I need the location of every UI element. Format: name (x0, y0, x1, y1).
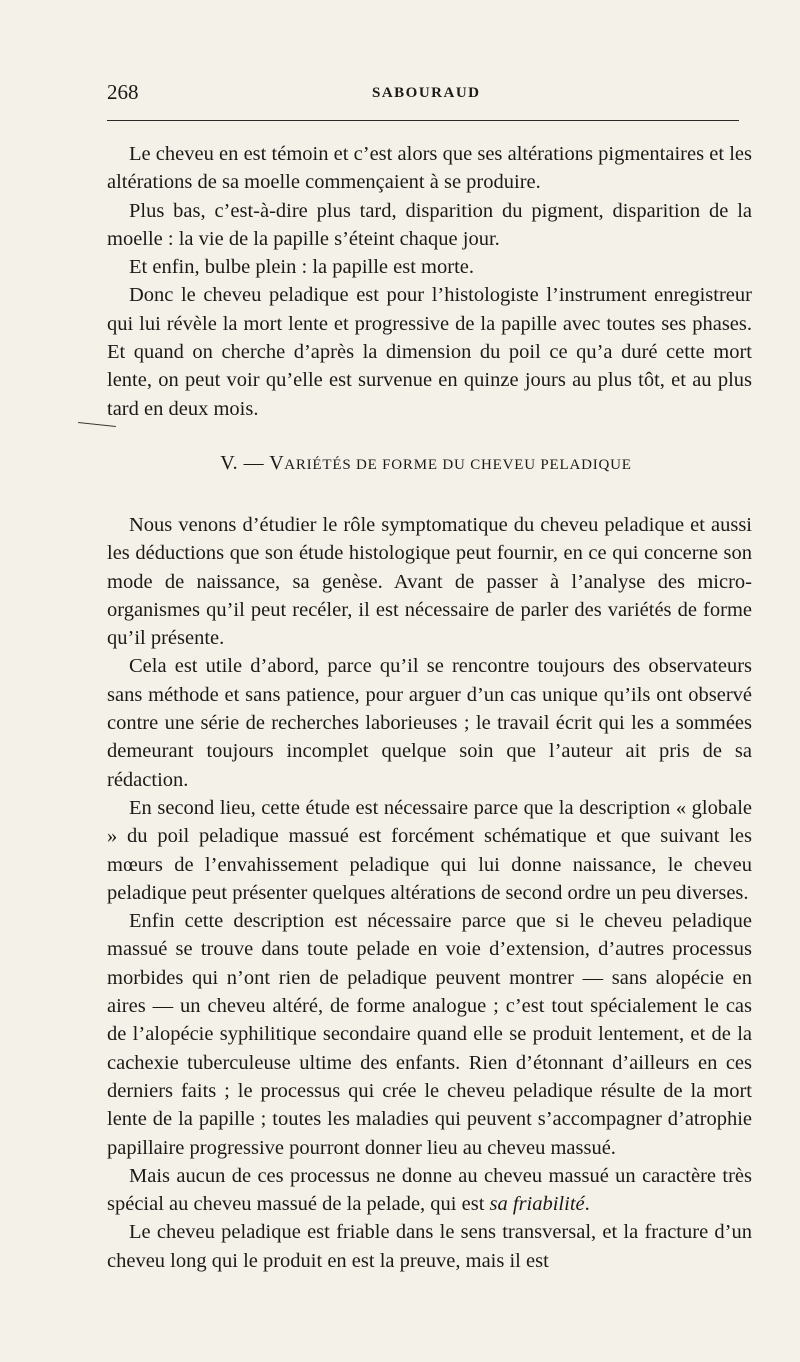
paragraph: Et enfin, bulbe plein : la papille est morte. (129, 256, 474, 279)
text-block-intro (107, 140, 752, 423)
header-rule (107, 120, 739, 121)
paragraph: Enfin cette description est nécessaire parce que si le cheveu peladique massué se trouve dans toute pelade en voie d’extension, d’autres processus morbides qui n’ont rien de peladique peuvent montrer — sans alopécie en aires — un cheveu altéré, de forme analogue ; c’est tout spécialement le cas de l’alopécie syphilitique secondaire quand elle se produit lentement, et de la cachexie tuberculeuse ultime des enfants. Rien d’étonnant d’ailleurs en ces derniers faits ; le processus qui crée le cheveu peladique résulte de la mort lente de la papille ; toutes les maladies qui peuvent s’accompagner d’atrophie papillaire progressive pourront donner lieu au cheveu massué. (107, 910, 752, 1159)
paragraph: Cela est utile d’abord, parce qu’il se rencontre toujours des observateurs sans méthode et sans patience, pour arguer d’un cas unique qu’ils ont observé contre une série de recherches laborieuses ; le travail écrit qui les a sommées demeurant toujours incomplet quelque soin que l’auteur ait pris de sa rédaction. (107, 655, 752, 791)
paragraph: Nous venons d’étudier le rôle symptomatique du cheveu peladique et aussi les déductions que son étude histologique peut fournir, en ce qui concerne son mode de naissance, sa genèse. Avant de passer à l’analyse des micro-organismes qu’il peut recéler, il est nécessaire de parler des variétés de forme qu’il présente. (107, 514, 752, 650)
section-title-rest: ARIÉTÉS DE FORME DU CHEVEU PELADIQUE (284, 457, 632, 473)
page-number: 268 (107, 80, 139, 104)
paragraph-friabilite (107, 1162, 752, 1219)
italic-term: sa friabilité (489, 1193, 585, 1216)
paragraph: Le cheveu peladique est friable dans le sens transversal, et la fracture d’un cheveu long qui le produit en est la preuve, mais il est (107, 1221, 752, 1272)
section-heading (0, 452, 800, 475)
section-title-initial: V (269, 452, 285, 474)
text-block-section (107, 511, 752, 1275)
paragraph: Donc le cheveu peladique est pour l’histologiste l’instrument enregistreur qui lui révèle la mort lente et progressive de la papille avec toutes ses phases. Et quand on cherche d’après la dimension du poil ce qu’a duré cette mort lente, on peut voir qu’elle est survenue en quinze jours au plus tôt, et au plus tard en deux mois. (107, 284, 752, 420)
paragraph-text-end: . (584, 1193, 590, 1216)
paragraph: Plus bas, c’est-à-dire plus tard, disparition du pigment, disparition de la moelle : la vie de la papille s’éteint chaque jour. (107, 199, 752, 250)
running-title: SABOURAUD (372, 85, 481, 101)
paragraph: Le cheveu en est témoin et c’est alors que ses altérations pigmentaires et les altérations de sa moelle commençaient à se produire. (107, 143, 752, 194)
page-header (107, 80, 747, 110)
paragraph-text: Mais aucun de ces processus ne donne au cheveu massué un caractère très spécial au cheveu massué de la pelade, qui est (107, 1164, 752, 1216)
section-number: V. — (220, 452, 265, 474)
paragraph: En second lieu, cette étude est nécessaire parce que la description « globale » du poil peladique massué est forcément schématique et que suivant les mœurs de l’envahissement peladique qui lui donne naissance, le cheveu peladique peut présenter quelques altérations de second ordre un peu diverses. (107, 796, 752, 904)
